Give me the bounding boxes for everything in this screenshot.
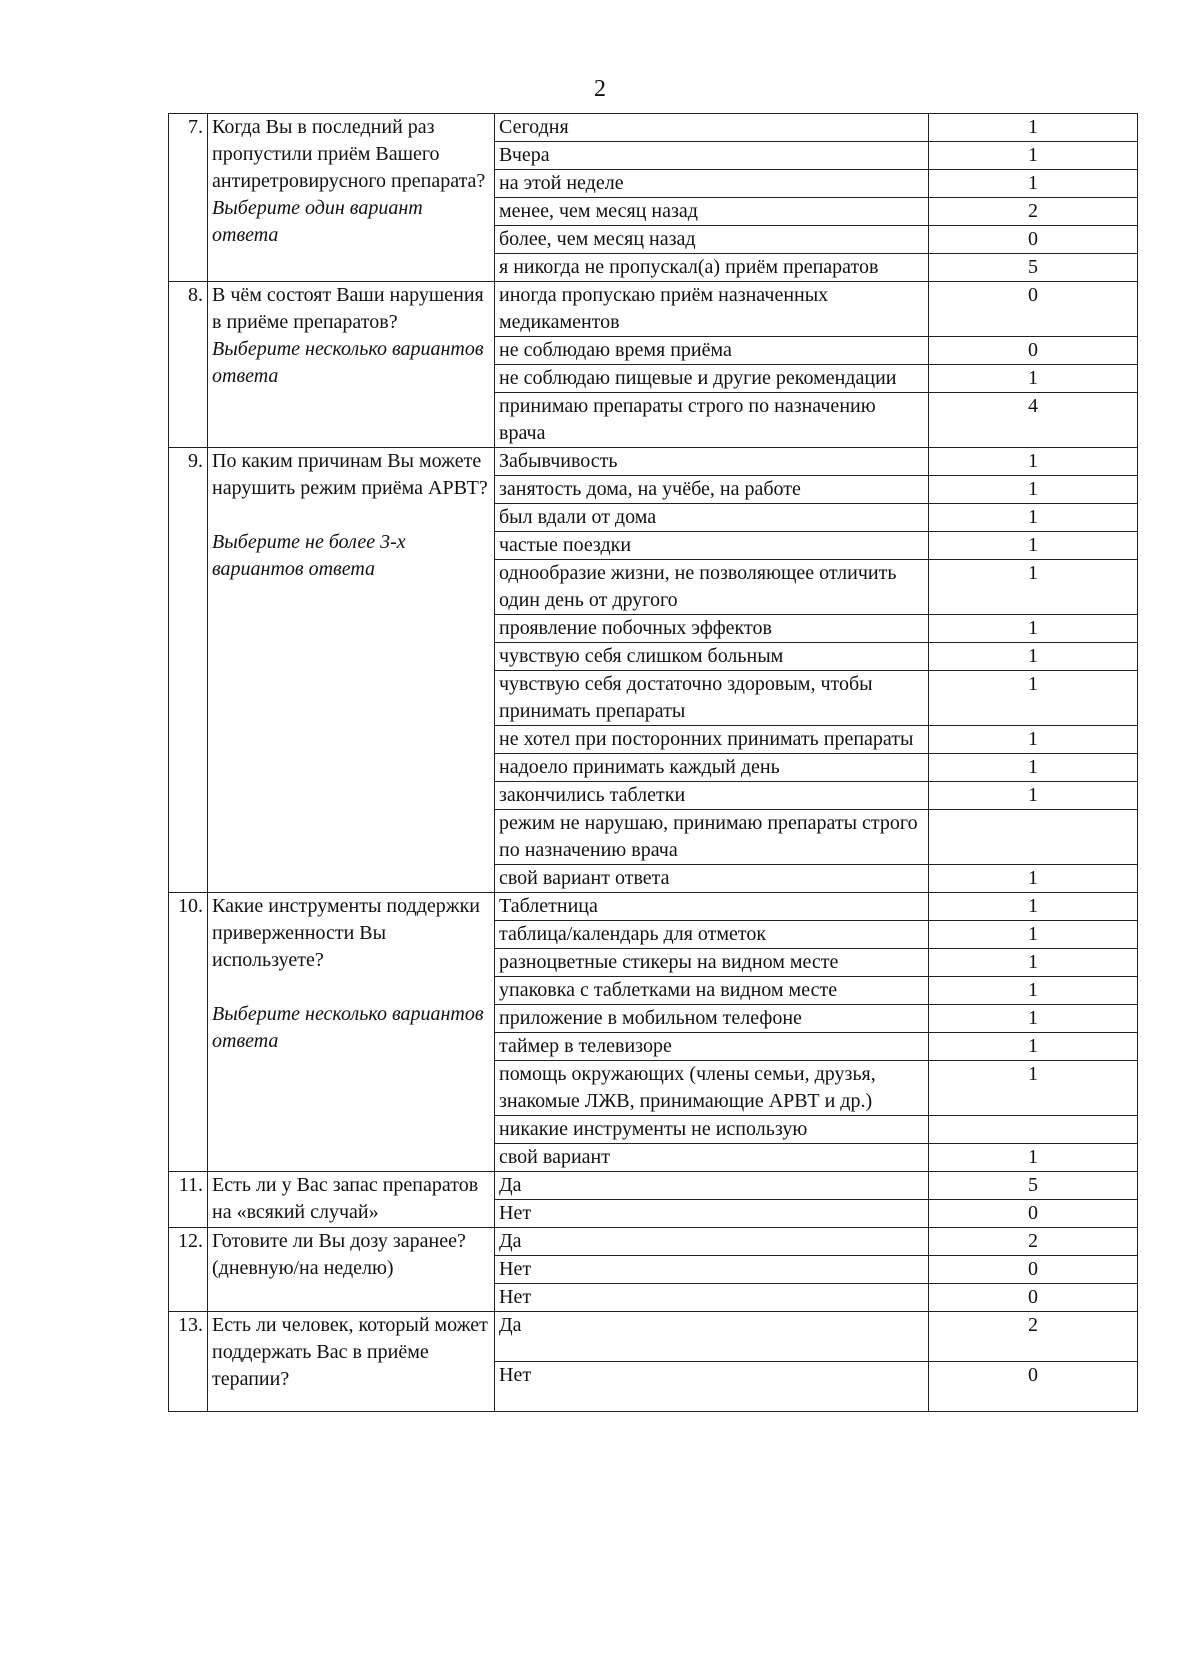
question-number: 8.: [169, 282, 208, 448]
answer-count: 0: [929, 337, 1138, 365]
answer-option: Нет: [495, 1284, 929, 1312]
answer-count: 0: [929, 1256, 1138, 1284]
question-text: Готовите ли Вы дозу заранее? (дневную/на неделю): [212, 1230, 466, 1279]
table-row: [169, 282, 1138, 337]
table-row: [169, 893, 1138, 921]
answer-option: разноцветные стикеры на видном месте: [495, 949, 929, 977]
table-row: [169, 1228, 1138, 1256]
answer-count: 1: [929, 977, 1138, 1005]
answer-count: 1: [929, 365, 1138, 393]
answer-count: 1: [929, 114, 1138, 142]
question-text: Есть ли человек, который может поддержать Вас в приёме терапии?: [212, 1314, 488, 1390]
answer-count: 1: [929, 504, 1138, 532]
answer-count: 1: [929, 949, 1138, 977]
answer-count: 0: [929, 1200, 1138, 1228]
question-hint: Выберите несколько вариантов ответа: [212, 1003, 484, 1052]
answer-count: 1: [929, 671, 1138, 726]
answer-count: 0: [929, 1362, 1138, 1412]
question-cell: [208, 1172, 495, 1228]
answer-count: 1: [929, 921, 1138, 949]
question-text: Есть ли у Вас запас препаратов на «всякий случай»: [212, 1174, 479, 1223]
answer-count: 1: [929, 560, 1138, 615]
survey-table-body: [169, 114, 1138, 1412]
answer-count: 1: [929, 615, 1138, 643]
answer-option: иногда пропускаю приём назначенных медикаментов: [495, 282, 929, 337]
question-cell: [208, 893, 495, 1172]
question-number: 12.: [169, 1228, 208, 1312]
answer-count: 2: [929, 1228, 1138, 1256]
answer-count: 1: [929, 643, 1138, 671]
answer-option: свой вариант: [495, 1144, 929, 1172]
table-row: [169, 114, 1138, 142]
answer-option: таблица/календарь для отметок: [495, 921, 929, 949]
question-number: 13.: [169, 1312, 208, 1412]
answer-count: 1: [929, 532, 1138, 560]
answer-count: 5: [929, 254, 1138, 282]
answer-option: приложение в мобильном телефоне: [495, 1005, 929, 1033]
question-cell: [208, 282, 495, 448]
answer-count: 1: [929, 448, 1138, 476]
question-hint: Выберите не более 3-х вариантов ответа: [212, 531, 406, 580]
answer-option: я никогда не пропускал(а) приём препаратов: [495, 254, 929, 282]
answer-count: 4: [929, 393, 1138, 448]
answer-option: таймер в телевизоре: [495, 1033, 929, 1061]
answer-option: Нет: [495, 1362, 929, 1412]
question-cell: [208, 114, 495, 282]
answer-option: на этой неделе: [495, 170, 929, 198]
answer-option: частые поездки: [495, 532, 929, 560]
answer-option: занятость дома, на учёбе, на работе: [495, 476, 929, 504]
question-cell: [208, 448, 495, 893]
table-row: [169, 1312, 1138, 1362]
answer-option: Да: [495, 1312, 929, 1362]
answer-count: 1: [929, 865, 1138, 893]
question-hint: Выберите несколько вариантов ответа: [212, 338, 484, 387]
answer-option: не соблюдаю пищевые и другие рекомендации: [495, 365, 929, 393]
answer-option: помощь окружающих (члены семьи, друзья, знакомые ЛЖВ, принимающие АРВТ и др.): [495, 1061, 929, 1116]
question-text: Когда Вы в последний раз пропустили приём Вашего антиретровирусного препарата?: [212, 116, 486, 192]
answer-count: 1: [929, 893, 1138, 921]
answer-count: 1: [929, 782, 1138, 810]
answer-count: 1: [929, 1033, 1138, 1061]
answer-count: 0: [929, 226, 1138, 254]
answer-count: 0: [929, 282, 1138, 337]
answer-option: проявление побочных эффектов: [495, 615, 929, 643]
answer-option: Да: [495, 1228, 929, 1256]
answer-count: 1: [929, 1005, 1138, 1033]
question-text: В чём состоят Ваши нарушения в приёме препаратов?: [212, 284, 484, 333]
question-number: 9.: [169, 448, 208, 893]
question-hint: Выберите один вариант ответа: [212, 197, 423, 246]
question-number: 11.: [169, 1172, 208, 1228]
answer-option: не соблюдаю время приёма: [495, 337, 929, 365]
survey-table: [168, 113, 1138, 1412]
answer-option: Забывчивость: [495, 448, 929, 476]
answer-option: никакие инструменты не использую: [495, 1116, 929, 1144]
answer-option: чувствую себя достаточно здоровым, чтобы принимать препараты: [495, 671, 929, 726]
answer-option: более, чем месяц назад: [495, 226, 929, 254]
table-row: [169, 448, 1138, 476]
answer-count: 1: [929, 170, 1138, 198]
question-text: По каким причинам Вы можете нарушить режим приёма АРВТ?: [212, 450, 488, 499]
answer-option: Сегодня: [495, 114, 929, 142]
answer-option: принимаю препараты строго по назначению врача: [495, 393, 929, 448]
answer-count: 1: [929, 476, 1138, 504]
answer-option: упаковка с таблетками на видном месте: [495, 977, 929, 1005]
answer-option: надоело принимать каждый день: [495, 754, 929, 782]
answer-option: свой вариант ответа: [495, 865, 929, 893]
answer-option: Нет: [495, 1200, 929, 1228]
answer-option: чувствую себя слишком больным: [495, 643, 929, 671]
answer-count: 1: [929, 726, 1138, 754]
answer-option: закончились таблетки: [495, 782, 929, 810]
answer-option: Да: [495, 1172, 929, 1200]
answer-count: 0: [929, 1284, 1138, 1312]
answer-option: не хотел при посторонних принимать препараты: [495, 726, 929, 754]
answer-count: 1: [929, 1144, 1138, 1172]
answer-count: [929, 810, 1138, 865]
question-text: Какие инструменты поддержки приверженности Вы используете?: [212, 895, 480, 971]
answer-option: однообразие жизни, не позволяющее отличить один день от другого: [495, 560, 929, 615]
answer-option: Вчера: [495, 142, 929, 170]
answer-option: режим не нарушаю, принимаю препараты строго по назначению врача: [495, 810, 929, 865]
table-row: [169, 1172, 1138, 1200]
question-cell: [208, 1312, 495, 1412]
page-number: 2: [594, 76, 606, 102]
answer-option: Нет: [495, 1256, 929, 1284]
answer-option: менее, чем месяц назад: [495, 198, 929, 226]
question-number: 7.: [169, 114, 208, 282]
answer-option: был вдали от дома: [495, 504, 929, 532]
answer-count: 2: [929, 1312, 1138, 1362]
answer-count: [929, 1116, 1138, 1144]
question-number: 10.: [169, 893, 208, 1172]
question-cell: [208, 1228, 495, 1312]
answer-option: Таблетница: [495, 893, 929, 921]
answer-count: 5: [929, 1172, 1138, 1200]
answer-count: 1: [929, 754, 1138, 782]
answer-count: 1: [929, 1061, 1138, 1116]
answer-count: 2: [929, 198, 1138, 226]
answer-count: 1: [929, 142, 1138, 170]
